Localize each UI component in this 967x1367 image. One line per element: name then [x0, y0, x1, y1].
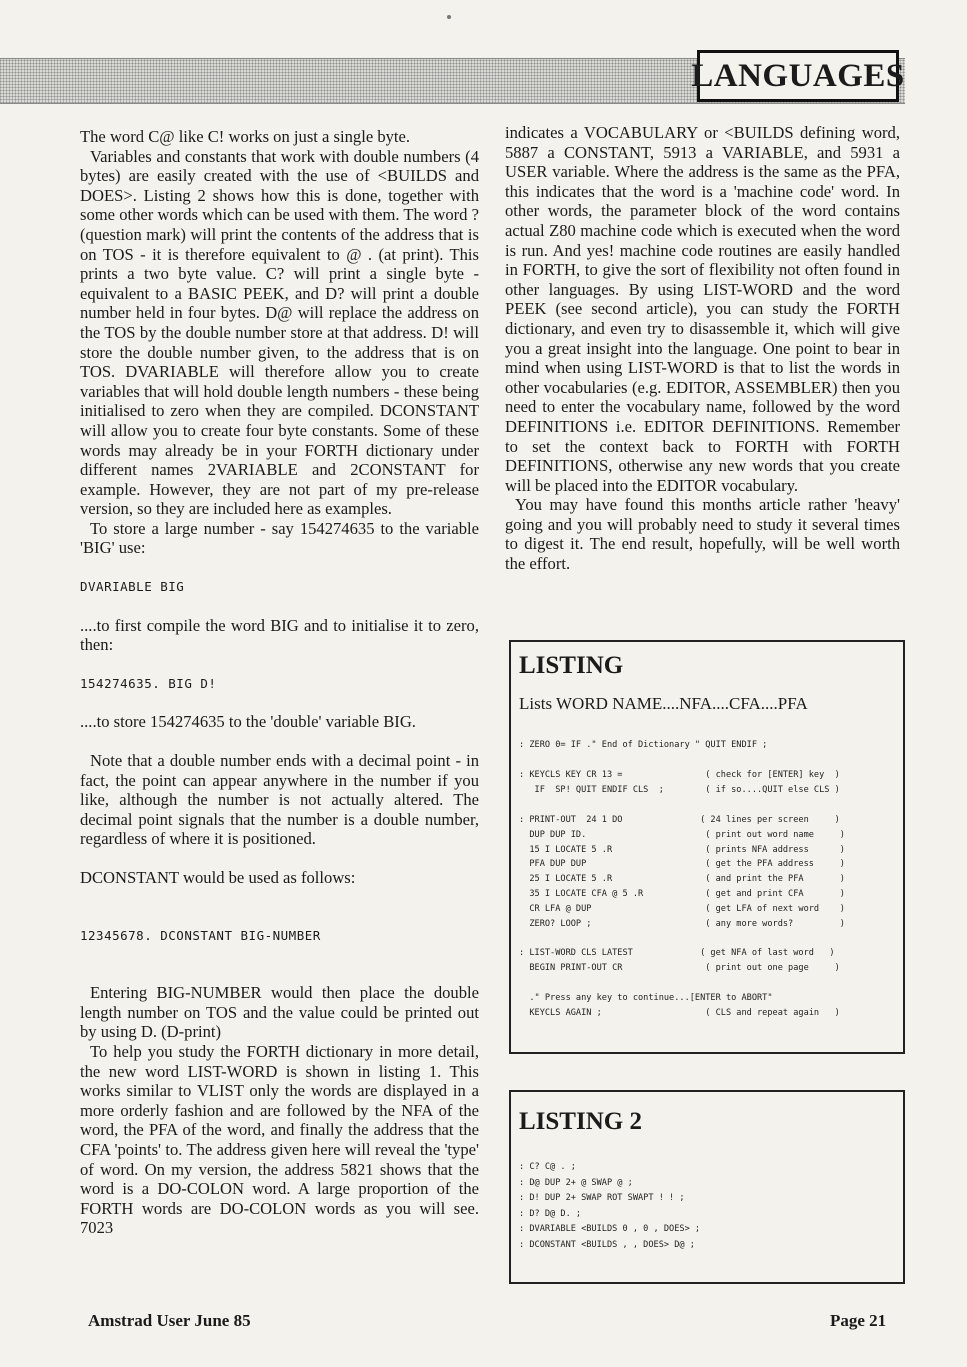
listing-1-box: [509, 640, 905, 1054]
paragraph: Variables and constants that work with double numbers (4 bytes) are easily created with the use of <BUILDS and DOES>. Listing 2 shows how this is done, together with some other words which can be used with them. The word ? (question mark) will print the contents of the address that is on TOS - it is therefore equivalent to @ . (at print). This prints a two byte value. C? will print a single byte - equivalent to a BASIC PEEK, and D? will print a double number held in four bytes. D@ will replace the address on the TOS by the double number store at that address. D! will store the double number given, to the address that is on TOS. DVARIABLE will therefore allow you to create variables that will hold double length numbers - these being initialised to zero when they are compiled. DCONSTANT will allow you to create four byte constants. Some of these words may already be in your FORTH dictionary under different names 2VARIABLE and 2CONSTANT for example. However, they are not part of my pre-release version, so they are included here as examples.: [80, 146, 479, 519]
column-left: [80, 127, 479, 1238]
listing-2-box: [509, 1090, 905, 1284]
footer-publication: Amstrad User June 85: [88, 1311, 251, 1330]
code-line: 154274635. BIG D!: [80, 675, 217, 691]
scan-speck: [447, 15, 451, 19]
listing-title: LISTING: [519, 652, 624, 679]
listing-subtitle: Lists WORD NAME....NFA....CFA....PFA: [519, 694, 808, 713]
paragraph: Note that a double number ends with a decimal point - in fact, the point can appear anywhere in the number if you like, although the number is not actually altered. The decimal point signals that the number is a double number, regardless of where it is positioned.: [80, 751, 479, 849]
page-number: Page 21: [830, 1311, 887, 1330]
paragraph: To store a large number - say 154274635 to the variable 'BIG' use:: [80, 518, 479, 558]
listing-code: ." Press any key to continue...[ENTER to ABORT" KEYCLS AGAIN ; ( CLS and repeat again ): [529, 993, 840, 1018]
listing-code: : ZERO 0= IF ." End of Dictionary " QUIT ENDIF ;: [519, 740, 768, 750]
paragraph: Entering BIG-NUMBER would then place the double length number on TOS and the value could be printed out by using D. (D-print): [80, 983, 479, 1042]
listing-code: : PRINT-OUT 24 1 DO ( 24 lines per screen ) DUP DUP ID. ( print out word name ) 15 I LOCATE 5 .R ( prints NFA address ) PFA DUP DUP ( get the PFA address ) 25 I LOCATE 5 .R ( and print the PFA ) 35 I LOCATE CFA @ 5 .R ( get and print CFA ) CR LFA @ DUP ( get LFA of next word ) ZERO? LOOP ; ( any more words? ): [519, 815, 845, 929]
code-line: DVARIABLE BIG: [80, 579, 185, 595]
listing-title: LISTING 2: [519, 1108, 642, 1135]
listing-code: : LIST-WORD CLS LATEST ( get NFA of last word ) BEGIN PRINT-OUT CR ( print out one page ): [519, 948, 840, 973]
paragraph: The word C@ like C! works on just a single byte.: [80, 127, 411, 146]
paragraph: To help you study the FORTH dictionary in more detail, the new word LIST-WORD is shown in listing 1. This works similar to VLIST only the words are displayed in a more orderly fashion and are followed by the NFA of the word, the PFA of the word, and finally the address that the CFA 'points' to. The address given here will reveal the 'type' of word. On my version, the address 5821 shows that the word is a DO-COLON word. A large proportion of the FORTH words are DO-COLON words as you will see. 7023: [80, 1041, 479, 1238]
paragraph: ....to first compile the word BIG and to initialise it to zero, then:: [80, 615, 479, 655]
paragraph: ....to store 154274635 to the 'double' variable BIG.: [80, 712, 416, 732]
code-line: 12345678. DCONSTANT BIG-NUMBER: [80, 927, 321, 943]
listing-code: : KEYCLS KEY CR 13 = ( check for [ENTER] key ) IF SP! QUIT ENDIF CLS ; ( if so....QUIT else CLS ): [519, 770, 840, 795]
section-title: LANGUAGES: [697, 50, 899, 102]
paragraph: indicates a VOCABULARY or <BUILDS defining word, 5887 a CONSTANT, 5913 a VARIABLE, and 5931 a USER variable. Where the address is the same as the PFA, this indicates that the word is a 'machine code' word. In other words, the parameter block of the word contains actual Z80 machine code which is executed when the word is run. And yes! machine code routines are easily handled in FORTH, to give the sort of flexibility not often found in other languages. By using LIST-WORD and the word PEEK (see second article), you can study the FORTH dictionary, and even try to disassemble it, which will give you a great insight into the language. One point to bear in mind when using LIST-WORD is that to list the words in other vocabularies (e.g. EDITOR, ASSEMBLER) then you need to enter the vocabulary name, followed by the word DEFINITIONS i.e. EDITOR DEFINITIONS. Remember to set the context back to FORTH with FORTH DEFINITIONS, otherwise any new words that you create will be placed into the EDITOR vocabulary.: [505, 123, 900, 495]
paragraph: DCONSTANT would be used as follows:: [80, 868, 356, 887]
column-right: [505, 123, 900, 574]
paragraph: You may have found this months article rather 'heavy' going and you will probably need to study it several times to digest it. The end result, hopefully, will be well worth the effort.: [505, 495, 900, 574]
listing-code: : C? C@ . ; : D@ DUP 2+ @ SWAP @ ; : D! DUP 2+ SWAP ROT SWAPT ! ! ; : D? D@ D. ; : DVARIABLE <BUILDS 0 , 0 , DOES> ; : DCONSTANT <BUILDS , , DOES> D@ ;: [519, 1162, 701, 1250]
